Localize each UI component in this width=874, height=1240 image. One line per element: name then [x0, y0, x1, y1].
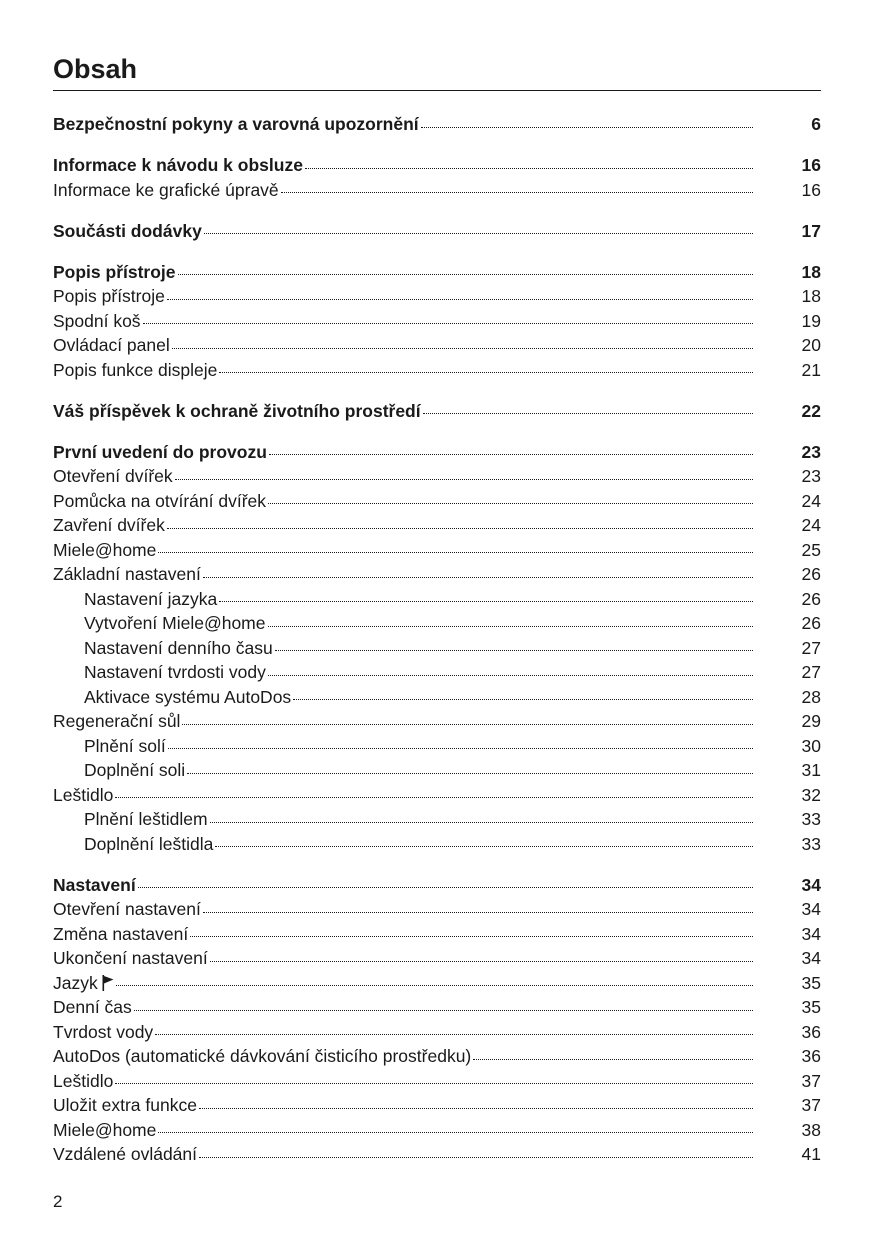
toc-entry[interactable] — [53, 1069, 821, 1094]
toc-entry[interactable] — [53, 1118, 821, 1143]
toc-page-number: 6 — [811, 114, 821, 134]
flag-icon — [102, 975, 114, 991]
toc-entry-label — [53, 1069, 113, 1094]
toc-page-number: 17 — [801, 220, 821, 241]
toc-entry-label — [53, 440, 267, 465]
toc-entry-label — [53, 636, 273, 661]
toc-entry-label — [53, 562, 201, 587]
toc-page-number: 26 — [801, 588, 821, 609]
toc-section — [53, 219, 821, 244]
toc-entry-text: Zavření dvířek — [53, 515, 165, 535]
dot-leader — [167, 528, 753, 529]
dot-leader — [219, 601, 753, 602]
toc-page-number: 36 — [801, 1046, 821, 1066]
toc-page — [53, 50, 821, 1183]
toc-entry-text: Informace k návodu k obsluze — [53, 155, 303, 175]
toc-entry-label — [53, 897, 201, 922]
toc-entry-text: Změna nastavení — [53, 923, 189, 944]
toc-entry-label — [53, 734, 166, 759]
toc-entry-label — [53, 1118, 156, 1143]
toc-subentry[interactable] — [53, 636, 821, 661]
toc-entry[interactable] — [53, 709, 821, 734]
toc-section — [53, 260, 821, 383]
page-title: Obsah — [53, 54, 138, 84]
toc-entry-label — [53, 399, 421, 424]
toc-entry-label — [53, 922, 188, 947]
toc-page-number: 23 — [801, 441, 821, 462]
toc-entry[interactable] — [53, 1020, 821, 1045]
dot-leader — [178, 274, 753, 275]
toc-entry-label — [53, 758, 185, 783]
toc-entry-label — [53, 260, 176, 285]
toc-entry-text: Nastavení tvrdosti vody — [84, 662, 266, 682]
toc-heading-entry[interactable] — [53, 440, 821, 465]
dot-leader — [115, 1083, 753, 1084]
toc-entry-label — [53, 832, 213, 857]
toc-entry-label — [53, 971, 114, 996]
toc-entry-label — [53, 783, 113, 808]
toc-entry-text: Leštidlo — [53, 784, 114, 805]
toc-entry-text: Otevření dvířek — [53, 466, 173, 486]
toc-heading-entry[interactable] — [53, 260, 821, 285]
toc-entry-label — [53, 1142, 197, 1167]
toc-subentry[interactable] — [53, 734, 821, 759]
toc-page-number: 31 — [801, 760, 821, 780]
dot-leader — [175, 479, 753, 480]
dot-leader — [199, 1108, 753, 1109]
toc-page-number: 26 — [801, 613, 821, 633]
toc-entry-text: Základní nastavení — [53, 564, 201, 584]
toc-section — [53, 873, 821, 1167]
toc-entry-text: Miele@home — [53, 539, 157, 560]
dot-leader — [143, 323, 753, 324]
dot-leader — [269, 454, 753, 455]
toc-entry-label — [53, 358, 217, 383]
toc-subentry[interactable] — [53, 611, 821, 636]
toc-entry-text: Plnění solí — [84, 735, 166, 756]
toc-page-number: 20 — [801, 335, 821, 355]
dot-leader — [305, 168, 753, 169]
toc-page-number: 24 — [801, 515, 821, 535]
toc-entry[interactable] — [53, 358, 821, 383]
toc-entry[interactable] — [53, 1044, 821, 1069]
toc-entry[interactable] — [53, 489, 821, 514]
toc-entry-label — [53, 219, 202, 244]
toc-entry-label — [53, 709, 180, 734]
toc-page-number: 27 — [801, 637, 821, 658]
toc-entry-text: Součásti dodávky — [53, 220, 202, 241]
toc-entry-text: Miele@home — [53, 1119, 157, 1140]
toc-subentry[interactable] — [53, 807, 821, 832]
dot-leader — [215, 846, 753, 847]
toc-page-number: 36 — [801, 1021, 821, 1042]
toc-section — [53, 112, 821, 137]
toc-page-number: 34 — [801, 923, 821, 944]
toc-entry[interactable] — [53, 538, 821, 563]
toc-section — [53, 399, 821, 424]
toc-entry-text: Doplnění leštidla — [84, 833, 214, 854]
toc-section — [53, 153, 821, 202]
toc-page-number: 37 — [801, 1095, 821, 1115]
toc-heading-entry[interactable] — [53, 873, 821, 898]
toc-page-number: 34 — [801, 874, 821, 895]
toc-entry-text: Regenerační sůl — [53, 711, 181, 731]
toc-page-number: 35 — [801, 997, 821, 1017]
toc-entry-label — [53, 660, 266, 685]
dot-leader — [473, 1059, 753, 1060]
dot-leader — [268, 675, 753, 676]
toc-entry-text: Popis přístroje — [53, 261, 176, 282]
dot-leader — [190, 936, 753, 937]
dot-leader — [167, 299, 753, 300]
toc-entry[interactable] — [53, 897, 821, 922]
toc-entry-text: Vzdálené ovládání — [53, 1144, 197, 1164]
title-divider — [53, 90, 821, 91]
toc-entry-text: Denní čas — [53, 997, 132, 1017]
dot-leader — [219, 372, 753, 373]
toc-entry-text: Vytvoření Miele@home — [84, 613, 266, 633]
dot-leader — [158, 552, 753, 553]
toc-entry-text: Otevření nastavení — [53, 899, 201, 919]
toc-entry-text: Ukončení nastavení — [53, 948, 208, 968]
toc-entry-text: Popis funkce displeje — [53, 359, 218, 380]
toc-entry-label — [53, 995, 132, 1020]
toc-entry[interactable] — [53, 1093, 821, 1118]
toc-entry-label — [53, 153, 303, 178]
toc-entry-text: Nastavení jazyka — [84, 588, 218, 609]
toc-page-number: 33 — [801, 833, 821, 854]
toc-entry-label — [53, 611, 266, 636]
dot-leader — [203, 912, 753, 913]
toc-page-number: 30 — [801, 735, 821, 756]
toc-entry-label — [53, 112, 419, 137]
toc-entry-text: Leštidlo — [53, 1070, 114, 1091]
toc-entry-text: AutoDos (automatické dávkování čisticího prostředku) — [53, 1046, 472, 1066]
toc-entry-label — [53, 538, 156, 563]
dot-leader — [187, 773, 753, 774]
toc-entry-label — [53, 1020, 153, 1045]
toc-entry-label — [53, 464, 173, 489]
toc-entry-text: Nastavení — [53, 874, 136, 895]
toc-entry-label — [53, 489, 266, 514]
toc-page-number: 16 — [801, 155, 821, 175]
toc-page-number: 34 — [801, 948, 821, 968]
toc-entry-label — [53, 1093, 197, 1118]
dot-leader — [204, 233, 753, 234]
dot-leader — [268, 503, 753, 504]
dot-leader — [210, 961, 753, 962]
toc-page-number: 22 — [801, 400, 821, 421]
toc-entry-label — [53, 685, 291, 710]
toc-entry-text: První uvedení do provozu — [53, 441, 267, 462]
toc-entry-text: Ovládací panel — [53, 335, 170, 355]
toc-page-number: 24 — [801, 490, 821, 511]
toc-entry-label — [53, 807, 208, 832]
toc-page-number: 23 — [801, 466, 821, 486]
toc-entry[interactable] — [53, 922, 821, 947]
dot-leader — [423, 413, 753, 414]
toc-subentry[interactable] — [53, 660, 821, 685]
toc-heading-entry[interactable] — [53, 112, 821, 137]
toc-page-number: 41 — [801, 1144, 821, 1164]
toc-entry[interactable] — [53, 284, 821, 309]
toc-entry-text: Plnění leštidlem — [84, 809, 208, 829]
dot-leader — [199, 1157, 753, 1158]
toc-entry-label — [53, 946, 208, 971]
toc-subentry[interactable] — [53, 758, 821, 783]
dot-leader — [134, 1010, 753, 1011]
toc-entry-text: Tvrdost vody — [53, 1021, 154, 1042]
toc-page-number: 25 — [801, 539, 821, 560]
toc-entry-text: Informace ke grafické úpravě — [53, 179, 279, 200]
dot-leader — [172, 348, 753, 349]
dot-leader — [115, 797, 753, 798]
toc-entry-text: Popis přístroje — [53, 286, 165, 306]
toc-entry-label — [53, 873, 136, 898]
toc-page-number: 35 — [801, 972, 821, 993]
table-of-contents — [53, 112, 821, 1167]
toc-entry-text: Nastavení denního času — [84, 637, 273, 658]
toc-entry[interactable] — [53, 464, 821, 489]
toc-page-number: 21 — [801, 359, 821, 380]
toc-page-number: 34 — [801, 899, 821, 919]
toc-entry[interactable] — [53, 971, 821, 996]
toc-entry[interactable] — [53, 178, 821, 203]
dot-leader — [268, 626, 754, 627]
toc-section — [53, 440, 821, 857]
toc-entry-text: Bezpečnostní pokyny a varovná upozornění — [53, 114, 419, 134]
toc-entry-text: Doplnění soli — [84, 760, 186, 780]
toc-page-number: 29 — [801, 711, 821, 731]
toc-page-number: 19 — [801, 310, 821, 331]
toc-page-number: 32 — [801, 784, 821, 805]
toc-page-number: 38 — [801, 1119, 821, 1140]
toc-entry-text: Váš příspěvek k ochraně životního prostředí — [53, 400, 421, 421]
dot-leader — [155, 1034, 753, 1035]
toc-entry[interactable] — [53, 1142, 821, 1167]
dot-leader — [158, 1132, 753, 1133]
toc-page-number: 28 — [801, 686, 821, 707]
toc-entry-text: Aktivace systému AutoDos — [84, 686, 292, 707]
dot-leader — [275, 650, 753, 651]
toc-page-number: 16 — [801, 179, 821, 200]
toc-subentry[interactable] — [53, 587, 821, 612]
toc-entry-label — [53, 513, 165, 538]
dot-leader — [182, 724, 753, 725]
dot-leader — [168, 748, 753, 749]
toc-heading-entry[interactable] — [53, 399, 821, 424]
toc-heading-entry[interactable] — [53, 153, 821, 178]
toc-entry-label — [53, 333, 170, 358]
toc-entry[interactable] — [53, 309, 821, 334]
toc-entry-text: Uložit extra funkce — [53, 1095, 197, 1115]
dot-leader — [293, 699, 753, 700]
toc-entry[interactable] — [53, 946, 821, 971]
toc-page-number: 18 — [801, 261, 821, 282]
toc-entry-label — [53, 284, 165, 309]
toc-entry-text: Spodní koš — [53, 310, 141, 331]
toc-entry[interactable] — [53, 513, 821, 538]
dot-leader — [421, 127, 753, 128]
dot-leader — [210, 822, 753, 823]
toc-entry[interactable] — [53, 995, 821, 1020]
toc-page-number: 18 — [801, 286, 821, 306]
toc-entry-text: Jazyk — [53, 972, 98, 993]
dot-leader — [116, 985, 753, 986]
dot-leader — [138, 887, 753, 888]
toc-subentry[interactable] — [53, 685, 821, 710]
dot-leader — [203, 577, 753, 578]
toc-entry-label — [53, 587, 217, 612]
dot-leader — [281, 192, 753, 193]
toc-heading-entry[interactable] — [53, 219, 821, 244]
toc-entry-text: Pomůcka na otvírání dvířek — [53, 490, 267, 511]
footer-page-number: 2 — [53, 1192, 63, 1211]
toc-subentry[interactable] — [53, 832, 821, 857]
toc-entry-label — [53, 309, 141, 334]
toc-entry[interactable] — [53, 783, 821, 808]
toc-page-number: 27 — [801, 662, 821, 682]
toc-entry[interactable] — [53, 333, 821, 358]
toc-page-number: 37 — [801, 1070, 821, 1091]
toc-entry[interactable] — [53, 562, 821, 587]
toc-page-number: 26 — [801, 564, 821, 584]
toc-page-number: 33 — [801, 809, 821, 829]
toc-entry-label — [53, 178, 279, 203]
toc-entry-label — [53, 1044, 471, 1069]
